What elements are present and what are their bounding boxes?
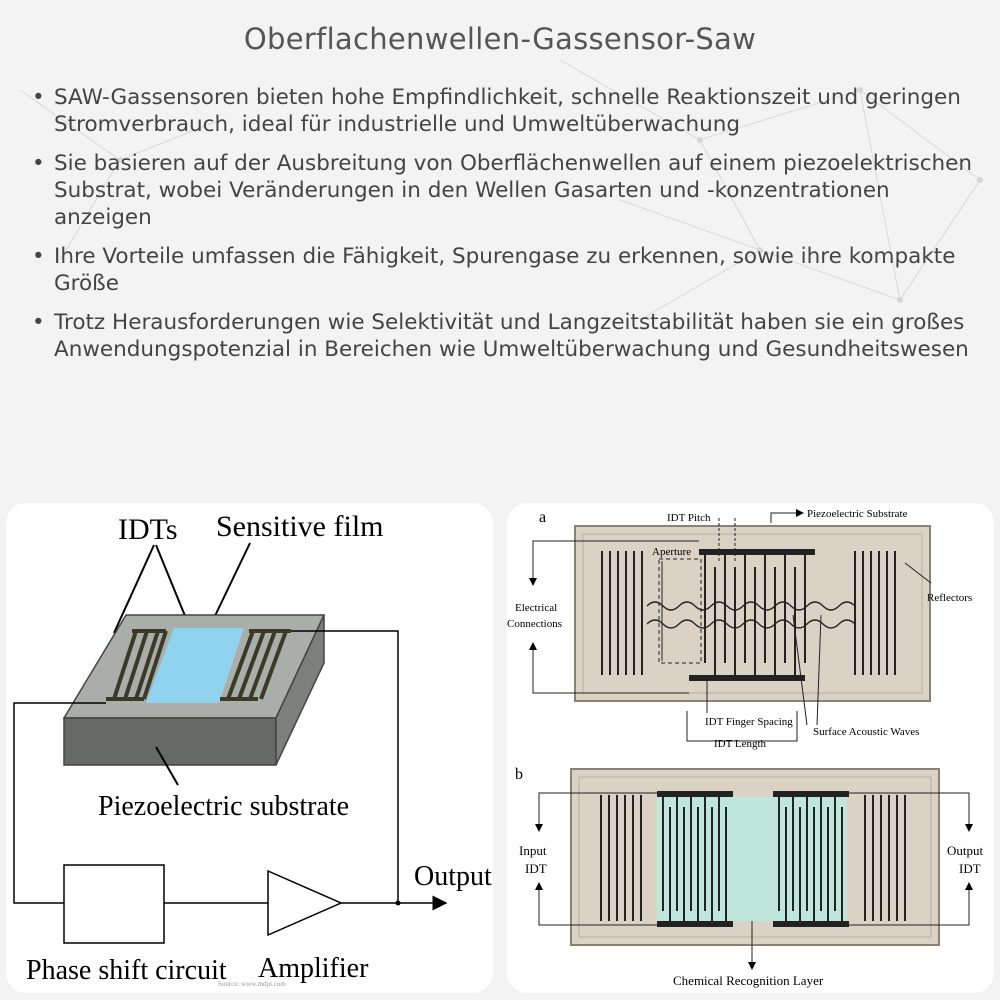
amplifier-label: Amplifier — [258, 953, 369, 984]
output-label: Output — [414, 861, 492, 892]
chemical-recognition-layer — [657, 797, 847, 921]
idts-label: IDTs — [118, 513, 178, 546]
panel-b-label: b — [515, 766, 523, 783]
input-idt-bottom-bar — [657, 921, 733, 927]
bullet-item: • SAW-Gassensoren bieten hohe Empfindlichkeit, schnelle Reaktionszeit und geringen Stromverbrauch, ideal für industrielle und Umweltüberwachung — [28, 84, 978, 138]
bullet-item: • Ihre Vorteile umfassen die Fähigkeit, Spurengase zu erkennen, sowie ihre kompakte Größe — [28, 243, 978, 297]
output-idt-top-bar — [773, 791, 849, 797]
phase-shift-label: Phase shift circuit — [26, 955, 227, 986]
electrical-label: Electrical — [515, 602, 558, 614]
finger-spacing-label: IDT Finger Spacing — [705, 716, 793, 728]
bullet-item: • Trotz Herausforderungen wie Selektivität und Langzeitstabilität haben sie ein großes Anwendungspotenzial in Bereichen wie Umweltüberwachung und Gesundheitswesen — [28, 309, 978, 363]
panel-a-label: a — [539, 509, 547, 526]
substrate-front-face — [64, 718, 276, 765]
piezo-substrate-label: Piezoelectric Substrate — [807, 508, 908, 520]
output-idt-bottom-bar — [773, 921, 849, 927]
bullet-list — [28, 84, 978, 375]
input-label: Input — [519, 843, 547, 858]
phase-shift-box — [64, 865, 164, 943]
saw-oscillator-diagram-card — [6, 503, 493, 993]
idt-length-label: IDT Length — [714, 738, 767, 750]
junction-dot — [396, 901, 401, 906]
input-idt-top-bar — [657, 791, 733, 797]
piezo-leader — [771, 513, 803, 523]
aperture-label: Aperture — [652, 546, 692, 558]
idt-top-bus-bar — [699, 549, 815, 555]
output-label-b: Output — [947, 843, 984, 858]
source-label: Source: www.mdpi.com — [218, 980, 286, 988]
page-title: Oberflachenwellen-Gassensor-Saw — [243, 22, 757, 56]
reflectors-label: Reflectors — [927, 592, 973, 604]
input-idt-label: IDT — [525, 861, 547, 876]
output-idt-label: IDT — [959, 861, 981, 876]
sensitive-film-label: Sensitive film — [216, 510, 384, 543]
substrate-label: Piezoelectric substrate — [98, 791, 350, 822]
idt-pitch-label: IDT Pitch — [667, 512, 711, 524]
saw-oscillator-diagram — [6, 503, 493, 993]
surface-waves-label: Surface Acoustic Waves — [813, 726, 920, 738]
bullet-item: • Sie basieren auf der Ausbreitung von Oberflächenwellen auf einem piezoelektrischen Substrat, wobei Veränderungen in den Wellen Gasarten und -konzentrationen anzeigen — [28, 150, 978, 231]
idt-bottom-bus-bar — [689, 675, 805, 681]
connections-label: Connections — [507, 618, 562, 630]
film-leader-line — [214, 543, 250, 618]
saw-device-diagram — [507, 503, 994, 993]
amplifier-symbol — [268, 871, 341, 935]
chem-layer-label: Chemical Recognition Layer — [673, 973, 824, 988]
saw-device-diagram-card — [507, 503, 994, 993]
